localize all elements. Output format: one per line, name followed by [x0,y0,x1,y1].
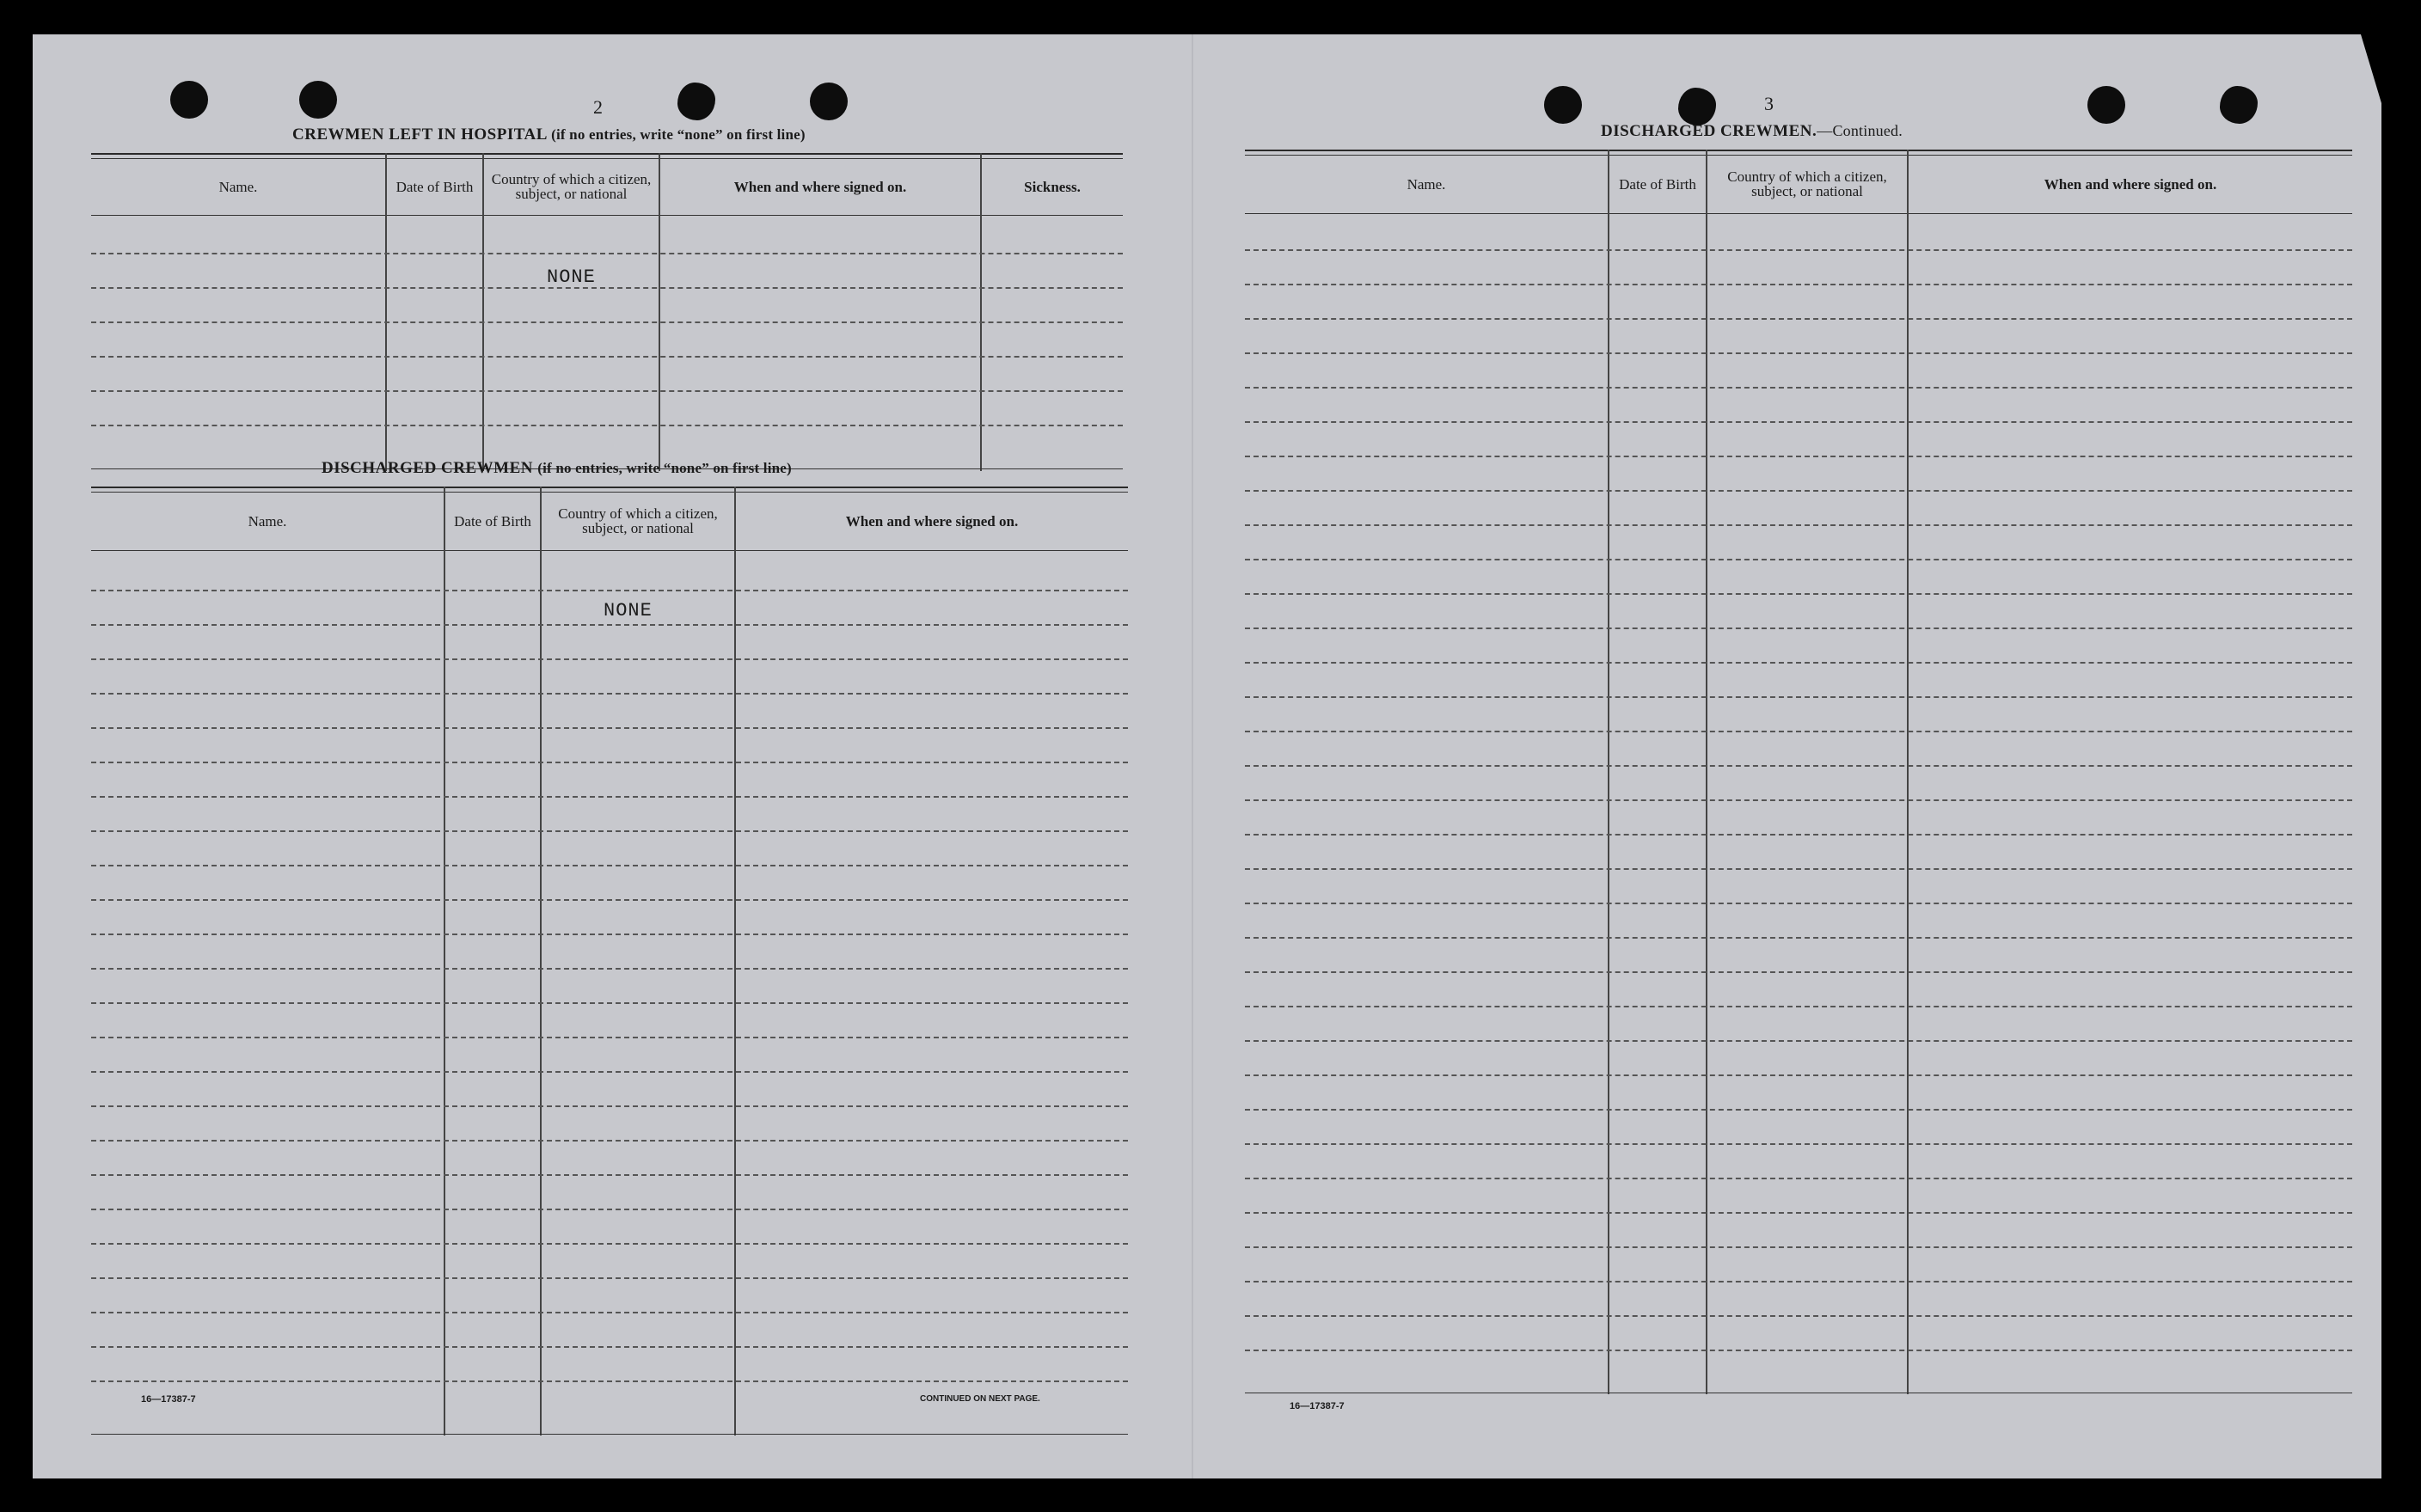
ruled-line [91,1105,1128,1107]
ruled-line [1245,903,2352,904]
ruled-line [1245,490,2352,492]
punch-hole [170,81,208,119]
ruled-line [1245,1006,2352,1007]
ruled-line [91,1037,1128,1038]
ruled-line [1245,249,2352,251]
ruled-line [1245,284,2352,285]
discharged-section-title [322,459,792,478]
form-number: 16—17387-7 [141,1394,196,1405]
ruled-line [91,899,1128,901]
ruled-line [1245,318,2352,320]
continued-title-text: DISCHARGED CREWMEN. [1601,122,1817,140]
ruled-line [91,356,1123,358]
discharged-title-note: (if no entries, write “none” on first line) [537,460,792,476]
ruled-line [91,1002,1128,1004]
col-header-name: Name. [218,178,258,195]
ruled-line [91,1209,1128,1210]
ruled-line [1245,971,2352,973]
ruled-line [1245,593,2352,595]
ruled-line [91,590,1128,591]
ruled-line [1245,1109,2352,1111]
discharged-entry: NONE [604,600,653,621]
discharged-continued-table [1245,150,2352,1394]
continued-note: CONTINUED ON NEXT PAGE. [920,1394,1040,1404]
ruled-line [91,762,1128,763]
col-header-name: Name. [248,512,287,530]
ruled-line [1245,937,2352,939]
ruled-line [1245,524,2352,526]
col-header-date-of-birth: Date of Birth [454,512,531,530]
col-header-signed-on: When and where signed on. [845,512,1019,530]
ruled-line [91,1174,1128,1176]
col-header-date-of-birth: Date of Birth [395,178,474,195]
col-header-signed-on: When and where signed on. [2044,175,2217,193]
punch-hole [299,81,337,119]
ruled-line [1245,662,2352,664]
ruled-line [1245,1040,2352,1042]
hospital-table [91,153,1123,471]
page-number: 3 [1764,93,1774,114]
ruled-line [91,658,1128,660]
ruled-line [1245,799,2352,801]
ruled-line [91,1071,1128,1073]
ruled-line [1245,1246,2352,1248]
ruled-line [1245,868,2352,870]
col-header-country: Country of which a citizen, subject, or national [1727,168,1887,199]
ruled-line [91,693,1128,695]
ruled-line [91,624,1128,626]
ruled-line [1245,1281,2352,1282]
ruled-line [91,796,1128,798]
ruled-line [1245,559,2352,560]
page-number: 2 [593,96,603,118]
ruled-line [91,390,1123,392]
ruled-line [1245,1350,2352,1351]
punch-hole [677,83,715,120]
ruled-line [91,321,1123,323]
col-header-country: Country of which a citizen, subject, or national [491,171,652,202]
ruled-line [91,1312,1128,1313]
hospital-title-text: CREWMEN LEFT IN HOSPITAL [292,125,547,144]
col-header-country: Country of which a citizen, subject, or national [558,505,718,536]
corner-notch [2361,34,2381,103]
ruled-line [1245,834,2352,836]
col-header-signed-on: When and where signed on. [733,178,907,195]
punch-hole [810,83,848,120]
hospital-title-note: (if no entries, write “none” on first line) [551,126,806,143]
ruled-line [91,968,1128,970]
ruled-line [91,287,1123,289]
ruled-line [91,1380,1128,1382]
col-header-date-of-birth: Date of Birth [1619,175,1696,193]
form-number: 16—17387-7 [1290,1401,1345,1411]
document-sheet [33,34,2381,1478]
ruled-line [91,1243,1128,1245]
discharged-table [91,487,1128,1435]
ruled-line [1245,1074,2352,1076]
ruled-line [1245,731,2352,732]
col-header-name: Name. [1407,175,1446,193]
punch-hole [1544,86,1582,124]
ruled-line [1245,1212,2352,1214]
ruled-line [1245,387,2352,389]
page-fold [1192,34,1193,1478]
ruled-line [91,865,1128,866]
hospital-entry: NONE [547,266,596,288]
ruled-line [1245,352,2352,354]
ruled-line [91,1346,1128,1348]
discharged-title-text: DISCHARGED CREWMEN [322,459,533,477]
ruled-line [1245,696,2352,698]
ruled-line [1245,627,2352,629]
col-header-sickness: Sickness. [1024,178,1081,195]
ruled-line [1245,456,2352,457]
ruled-line [1245,1143,2352,1145]
ruled-line [91,830,1128,832]
ruled-line [1245,1315,2352,1317]
hospital-section-title [292,125,806,144]
ruled-line [91,727,1128,729]
ruled-line [1245,421,2352,423]
punch-hole [2087,86,2125,124]
continued-title-suffix: —Continued. [1817,122,1903,139]
punch-hole [2220,86,2258,124]
ruled-line [1245,1178,2352,1179]
ruled-line [1245,765,2352,767]
discharged-continued-title [1601,122,1903,141]
punch-hole [1678,88,1716,125]
ruled-line [91,425,1123,426]
ruled-line [91,934,1128,935]
ruled-line [91,253,1123,254]
ruled-line [91,1277,1128,1279]
ruled-line [91,1140,1128,1142]
